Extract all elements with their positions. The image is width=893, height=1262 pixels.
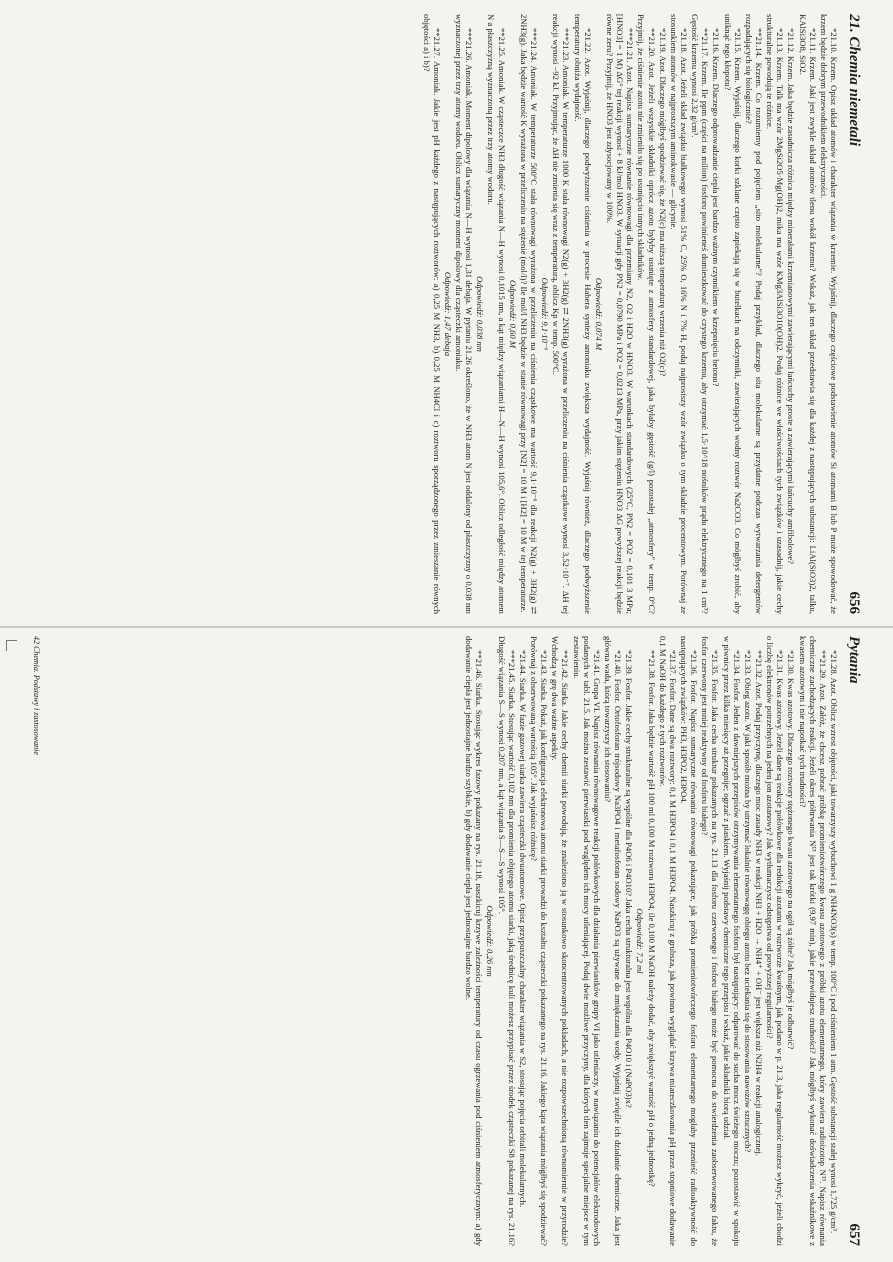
problem-21-29: **21.29. Azot. Załóż, że chcesz pobrać próbkę promieniotwórczego kwasu azotowego z próbki azotu elementarnego, który zawiera radioizotop N¹³. Napisz równania chemiczne zachodzących reakcji. Jeżeli okres półtrwania N¹³ jest tak krótki (9,97 min), jakie przewidujesz trudności? Jak mógłbyś wykonać doświadczenia wskaźnikowe z kwasem azotowym i nie napotkać tych trudności?	[797, 636, 828, 1246]
page-footer: 42 Chemia. Podstawy i zastosowanie	[32, 636, 41, 755]
problem-21-36: *21.36. Fosfor. Napisz sumaryczne równania równowagi pokazujące, jak próbka promieniotwórczego fosforu elementarnego mogłaby przenieść radioaktywność do następujących związków: PH3, H3PO2, H3PO4.	[679, 636, 700, 1246]
page-title: Pytania	[846, 636, 862, 684]
problem-21-34: *21.34. Fosfor. Jeden z dawniejszych przepisów otrzymywania elementarnego fosforu był następujący: odparować do sucha mocz świeżego moczu; pozostawić w spokoju w piwnicy przez kilka miesięcy aż przegnije; ogrzać z piaskiem. Wyjaśnij podstawy chemiczne tego przepisu i wskaż, jakie składniki biorą udział.	[721, 636, 742, 1246]
problem-21-17: **21.17. Krzem. Ile ppm (części na milion) fosforu powinieneś domieszkować do czystego krzemu, aby otrzymać 1,5·10^18 nośników prądu elektrycznego na 1 cm³? Gęstość krzemu wynosi 2,32 g/cm³.	[690, 14, 711, 614]
problem-21-10: *21.10. Krzem. Opisz układ atomów i charakter wiązania w krzemie. Wyjaśnij, dlaczego częściowe podstawienie atomów Si atomami B lub P może spowodować, że krzem będzie dobrym przewodnikiem elektryczności.	[818, 14, 839, 614]
problem-21-26: ***21.26. Amoniak. Moment dipolowy dla wiązania N—H wynosi 1,31 debaja. W pytaniu 21.26 określono, że w NH3 atom N jest oddalony od płaszczyzny o 0,038 nm wyznaczonej przez trzy atomy wodoru. Oblicz sumaryczny moment dipolowy dla cząsteczki amoniaku.	[454, 14, 475, 614]
problem-21-12: *21.12. Krzem. Jaka będzie zasadnicza różnica między minerałami krzemianowymi zawierającymi łańcuchy proste a zawierającymi łańcuchy amfibolowe?	[786, 28, 797, 564]
problem-list	[464, 636, 839, 1246]
answer: Odpowiedź: 0,074 M	[593, 277, 604, 351]
page-number: 657	[846, 1223, 862, 1246]
problem-21-33: *21.33. Obieg azotu. W jaki sposób można by utrzymać lokalnie równowagę obiegu azotu bez uciekania się do stosowania nawozów sztucznych?	[742, 650, 753, 1153]
answer: Odpowiedź: 9,1·10⁻⁶	[540, 277, 551, 351]
page-title: 21. Chemia niemetali	[846, 14, 862, 147]
problem-21-45: ***21.45. Siarka. Stosując wartość 0,102 nm dla promienia objętego atomu siarki, jaką średnicę kuli możesz przypisać przez środek cząsteczki S8 pokazanej na rys. 21.16? Długość wiązania S—S wynosi 0,207 nm, a kąt wiązania S—S—S wynosi 105°.	[496, 636, 517, 1246]
answer: Odpowiedź: 1,47 debaja	[442, 271, 453, 357]
problem-21-46: **21.46. Siarka. Stosując wykres fazowy pokazany na rys. 21.18, naszkicuj krzywe zależności temperatury od czasu ogrzewania pod ciśnieniem atmosferycznym: a) gdy dodawanie ciepła jest jednostajne bardzo szybkie, b) gdy dodawanie ciepła jest jednostajne bardzo wolne.	[464, 636, 485, 1246]
problem-21-31: *21.31. Kwas azotowy. Jeżeli dane są reakcje połówkowe dla redukcji azotanu w roztworze kwaśnym, jak podano w p. 21.3, jaka regularność możesz wykryć, jeżeli chodzi o liczbę elektronów potrzebnych na jeden jon azotanowy? Jak wytłumaczysz odstępstwa od powyższej regularności?	[765, 636, 786, 1246]
problem-21-13: *21.13. Krzem. Talk ma wzór 2MgSi2O5·Mg(OH)2, mika ma wzór KMg3AlSi3O10(OH)2. Podaj różnice we właściwościach tych związków i uzasadnij, jakie cechy strukturalne powodują te różnice.	[765, 14, 786, 614]
page-header	[845, 636, 862, 1246]
answer: Odpowiedź: 7,2 ml	[635, 908, 646, 974]
problem-21-11: *21.11. Krzem. Jaki jest zwykle układ atomów tlenu wokół krzemu? Wskaż, jak ten układ przedstawia się dla każdej z następujących substancji: LiAl(SiO3)2, talku, KAlSi3O8, SiO2.	[797, 14, 818, 614]
problem-list	[422, 14, 839, 614]
problem-21-41: *21.41. Grupa VI. Napisz równania równowagowe reakcji połówkowych dla działania pierwiastków grupy VI jako utleniaczy, w nawiązaniu do potencjałów elektrodowych podanych w tabl. 21.5. Jak można zestawić pierwiastki pod względem ich mocy utleniającej. Podaj dwie możliwe przyczyny, dla których tlen zajmuje specjalne miejsce w tym zestawieniu.	[571, 636, 602, 1246]
problem-21-42: **21.42. Siarka. Jakie cechy chemii siarki powodują, że znaleziono ją w stosunkowo skoncentrowanych pokładach, a nie rozpowszechnioną równomiernie w przyrodzie? Wchodzą w grę dwa ważne aspekty.	[550, 636, 571, 1246]
page-656	[0, 0, 893, 626]
problem-21-19: *21.19. Azot. Dlaczego mógłbyś spodziewać się, że N2(c) ma niższą temperaturę wrzenia niż O2(c)?	[657, 28, 668, 377]
problem-21-25: **21.25. Amoniak. W cząsteczce NH3 długość wiązania N—H wynosi 0,1015 nm, a kąt między wiązaniami H—N—H wynosi 105,6°. Oblicz odległość między atomem N a płaszczyzną wyznaczoną przez trzy atomy wodoru.	[486, 14, 507, 614]
problem-21-43: *21.43. Siarka. Pokaż, jak konfiguracja elektronowa atomu siarki prowadzi do kształtu cząsteczki pokazanego na rys. 21.16. Jakiego kąta wiązania mógłbyś się spodziewać? Porównaj z obserwowaną wartością 105°. Jak wyjaśnisz różnicę?	[529, 636, 550, 1246]
page-number: 656	[846, 591, 862, 614]
problem-21-21: ***21.21. Azot. Napisz sumaryczne równanie równowagi dla przemiany N2, O2 i H2O w HNO3. W warunkach standardowych (25°C, PN2 = PO2 = 0,101 3 MPa; [HNO3] = 1 M) ΔG° tej reakcji wynosi + 8 kJ/mol HNO3. W sytuacji gdy PN2 = 0,0790 MPa i PO2 = 0,0213 MPa, przy jakim stężeniu HNO3 ΔG powyższej reakcji będzie równe zeru? Przyjmij, że HNO3 jest zdysocjowany w 100%.	[605, 14, 636, 614]
problem-21-27: **21.27. Amoniak. Jakie jest pH każdego z następujących roztworów: a) 0,25 M NH3, b) 0,25 M NH4Cl i c) roztworu sporządzonego przez zmieszanie równych objętości a) i b)?	[421, 14, 442, 614]
problem-21-20: **21.20. Azot. Jeżeli wszystkie składniki oprócz azotu byłyby usunięte z atmosfery standardowej, jaka byłaby gęstość (g/l) pozostałej „atmosfery" w temp. 0°C? Przyjmij, że ciśnienie azotu nie zmieniło się po usunięciu innych składników.	[636, 14, 657, 614]
problem-21-18: *21.18. Azot. Jeżeli skład związku białkowego wynosi 51% C, 25% O, 16% N i 7% H, podaj najprostszy wzór związku o tym składzie procentowym. Porównaj ze stosunkiem atomów w najprostszym aminokwasie — glicynie.	[668, 14, 690, 614]
page-656-rotated-content	[32, 14, 862, 614]
problem-21-23: ***21.23. Amoniak. W temperaturze 1000 K stała równowagi N2(g) + 3H2(g) ⇄ 2NH3(g) wyrażona w przeliczeniu na ciśnienia cząstkowe wynosi 3,52·10⁻⁷. ΔH tej reakcji wynosi −92 kJ. Przyjmując, że ΔH nie zmienia się wraz z temperaturą, oblicz Kp w temp. 500°C.	[551, 14, 572, 614]
problem-21-28: *21.28. Azot. Oblicz wzrost objętości, jaki towarzyszy wybuchowi 1 g NH4NO3(s) w temp. 100°C i pod ciśnieniem 1 atm. Gęstość substancji stałej wynosi 1,725 g/cm³.	[829, 650, 839, 1234]
problem-21-22: *21.22. Azot. Wyjaśnij, dlaczego podwyższenie ciśnienia w procesie Habera syntezy amoniaku zwiększa wydajność. Wyjaśnij również, dlaczego podwyższenie temperatury obniża wydajność.	[572, 14, 593, 614]
problem-21-16: *21.16. Krzem. Dlaczego odprowadzanie ciepła jest bardzo ważnym czynnikiem w krzepnięciu betonu?	[711, 28, 722, 387]
problem-21-14: **21.14. Krzem. Co rozumiemy pod pojęciem „sito molekularne"? Podaj przykład, dlaczego sita molekularne są przydatne podczas wytwarzania detergentów rozpadających się biologicznie?	[743, 14, 765, 614]
page-header	[845, 14, 862, 614]
problem-21-44: *21.44. Siarka. W fazie gazowej siarka zawiera cząsteczki dwuatomowe. Opisz przypuszczalny charakter wiązania w S2, stosując pojęcia orbitali molekularnych.	[517, 650, 528, 1208]
problem-21-40: *21.40. Fosfor. Ortofosforan trójsodowy Na3PO4 i metafosforan sodowy NaPO3 są używane do zmiękczania wody. Wyjaśnij zwięźle ich działanie chemiczne. Jaka jest główna wada, którą towarzyszy ich stosowaniu?	[603, 636, 624, 1246]
problem-21-35: *21.35. Fosfor. Jaka cecha struktur pokazanych na rys. 21.13 dla fosforu czerwonego i fosforu białego może być pomocna do stwierdzenia zaobserwowanego faktu, że fosfor czerwony jest mniej reaktywny od fosforu białego?	[700, 636, 721, 1246]
page-657	[0, 628, 893, 1262]
answer: Odpowiedź: 0,60 M	[507, 279, 518, 349]
answer: Odpowiedź: 0,038 nm	[475, 276, 486, 352]
answer: Odpowiedź: 0,26 nm	[485, 905, 496, 977]
problem-21-32: **21.32. Azot. Podaj przyczynę, dlaczego moc zasady NH3 w reakcji NH3 + H2O → NH4⁺ + OH⁻ jest większa niż N2H4 w reakcji analogicznej.	[754, 650, 765, 1157]
problem-21-39: *21.39. Fosfor. Jakie cechy strukturalne są wspólne dla P4O6 i P4O10? Jaka cecha strukturalna jest wspólna dla P4O10 i (NaPO3)x?	[624, 650, 635, 1108]
problem-21-15: *21.15. Krzem. Wyjaśnij, dlaczego korki szklane często zapiekają się w butelkach na odczynniki, zawierających wodny roztwór Na2CO3. Co mógłbyś zrobić, aby uniknąć tego kłopotu?	[722, 14, 743, 614]
problem-21-30: *21.30. Kwas azotowy. Dlaczego roztwory stężonego kwasu azotowego na ogół są żółte? Jak mógłbyś je odbarwić?	[786, 650, 797, 1050]
page-657-rotated-content	[32, 636, 862, 1246]
problem-21-37: *21.37. Fosfor. Dane są dwa roztwory: 0,1 M H3PO4 i 0,1 M H3PO4. Naszkicuj z grubsza, jak powinna wyglądać krzywa miareczkowania pH przez stopniowe dodawanie 0,1 M NaOH do każdego z tych roztworów.	[657, 636, 678, 1246]
problem-21-38: **21.38. Fosfor. Jaka będzie wartość pH 100 ml 0,100 M roztworu H3PO4, ile 0,100 M NaOH należy dodać, aby zwiększyć wartość pH o jedną jednostkę?	[646, 650, 657, 1187]
problem-21-24: ***21.24. Amoniak. W temperaturze 500°C stała równowagi wyrażona w przeliczeniu na ciśnienia cząstkowe ma wartość 9,1·10⁻⁶ dla reakcji N2(g) + 3H2(g) ⇄ 2NH3(g). Jaka będzie wartość K wyrażona w przeliczeniu na stężenie (mol/l)? Ile mol/l NH3 będzie w stanie równowagi przy [N2] = 10 M i [H2] = 10 M w tej temperaturze.	[518, 14, 540, 614]
